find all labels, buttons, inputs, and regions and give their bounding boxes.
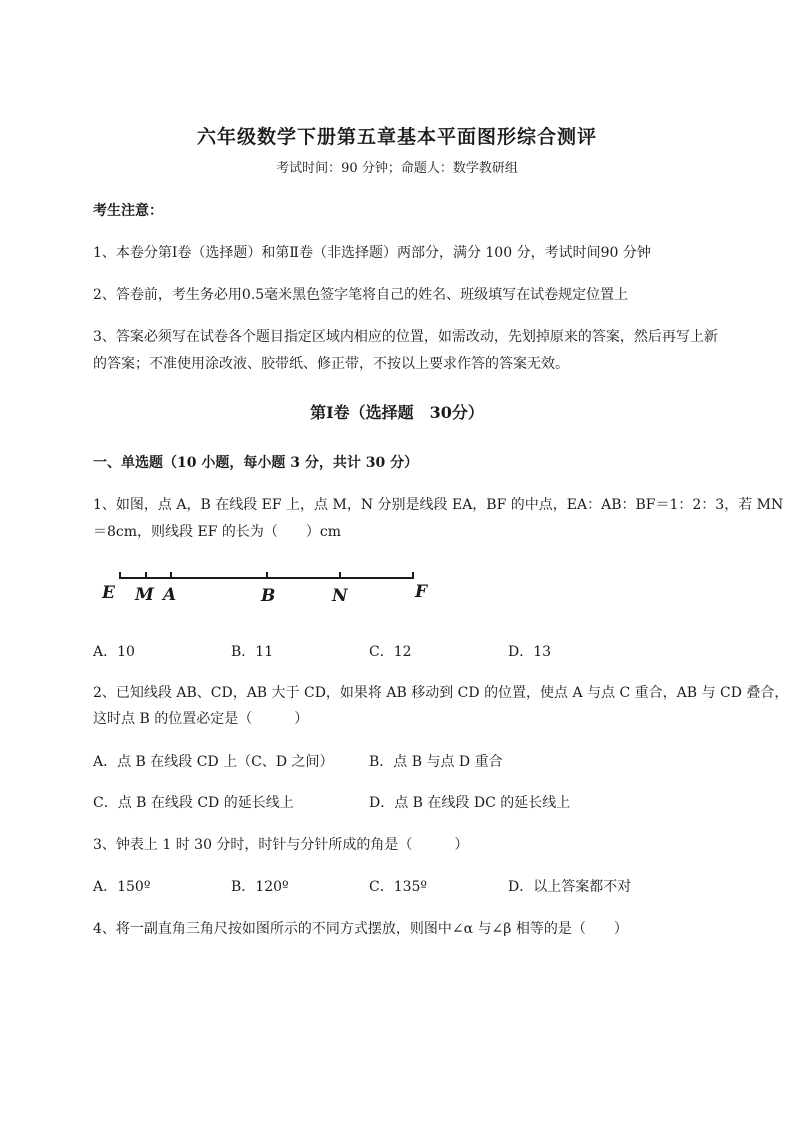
question-1-option-a: A．10	[93, 644, 135, 660]
question-3-option-d: D．以上答案都不对	[508, 879, 632, 895]
notice-item-3: 3、答案必须写在试卷各个题目指定区域内相应的位置，如需改动，先划掉原来的答案，然后再写上新	[93, 329, 718, 345]
segment-figure	[100, 568, 440, 608]
notice-item-2: 2、答卷前，考生务必用0.5毫米黑色签字笔将自己的姓名、班级填写在试卷规定位置上	[93, 287, 629, 303]
exam-info: 考试时间：90 分钟；命题人：数学教研组	[276, 161, 518, 176]
question-1-option-c: C．12	[369, 644, 412, 660]
question-2-option-d: D．点 B 在线段 DC 的延长线上	[369, 795, 571, 811]
notice-item-1: 1、本卷分第Ⅰ卷（选择题）和第Ⅱ卷（非选择题）两部分，满分 100 分，考试时间90 分钟	[93, 245, 651, 261]
question-1-option-b: B．11	[231, 644, 274, 660]
label-m: M	[135, 585, 154, 605]
page-title: 六年级数学下册第五章基本平面图形综合测评	[196, 126, 597, 148]
label-a: A	[163, 585, 177, 605]
question-2-option-c: C．点 B 在线段 CD 的延长线上	[93, 795, 294, 811]
question-3-option-c: C．135º	[369, 879, 428, 895]
section-title: 第Ⅰ卷（选择题 30分）	[310, 403, 484, 422]
notice-item-3-cont: 的答案；不准使用涂改液、胶带纸、修正带，不按以上要求作答的答案无效。	[93, 356, 569, 372]
question-1-line-1: 1、如图，点 A，B 在线段 EF 上，点 M，N 分别是线段 EA，BF 的中点，EA：AB：BF＝1：2：3，若 MN	[93, 497, 784, 513]
part-title: 一、单选题（10 小题，每小题 3 分，共计 30 分）	[93, 455, 419, 471]
question-4-line-1: 4、将一副直角三角尺按如图所示的不同方式摆放，则图中∠α 与∠β 相等的是（ ）	[93, 921, 628, 937]
label-e: E	[102, 583, 115, 603]
question-3-option-a: A．150º	[93, 879, 151, 895]
notice-heading: 考生注意：	[93, 203, 163, 219]
question-2-line-2: 这时点 B 的位置必定是（ ）	[93, 711, 309, 727]
question-1-option-d: D．13	[508, 644, 552, 660]
question-2-option-b: B．点 B 与点 D 重合	[369, 754, 503, 770]
question-3-option-b: B．120º	[231, 879, 289, 895]
label-f: F	[415, 582, 428, 602]
question-3-line-1: 3、钟表上 1 时 30 分时，时针与分针所成的角是（ ）	[93, 837, 469, 853]
question-2-line-1: 2、已知线段 AB、CD，AB 大于 CD，如果将 AB 移动到 CD 的位置，使点 A 与点 C 重合，AB 与 CD 叠合，	[93, 685, 789, 701]
question-1-line-2: ＝8cm，则线段 EF 的长为（ ）cm	[93, 524, 341, 540]
question-2-option-a: A．点 B 在线段 CD 上（C、D 之间）	[93, 754, 334, 770]
label-b: B	[261, 586, 276, 606]
label-n: N	[332, 586, 348, 606]
